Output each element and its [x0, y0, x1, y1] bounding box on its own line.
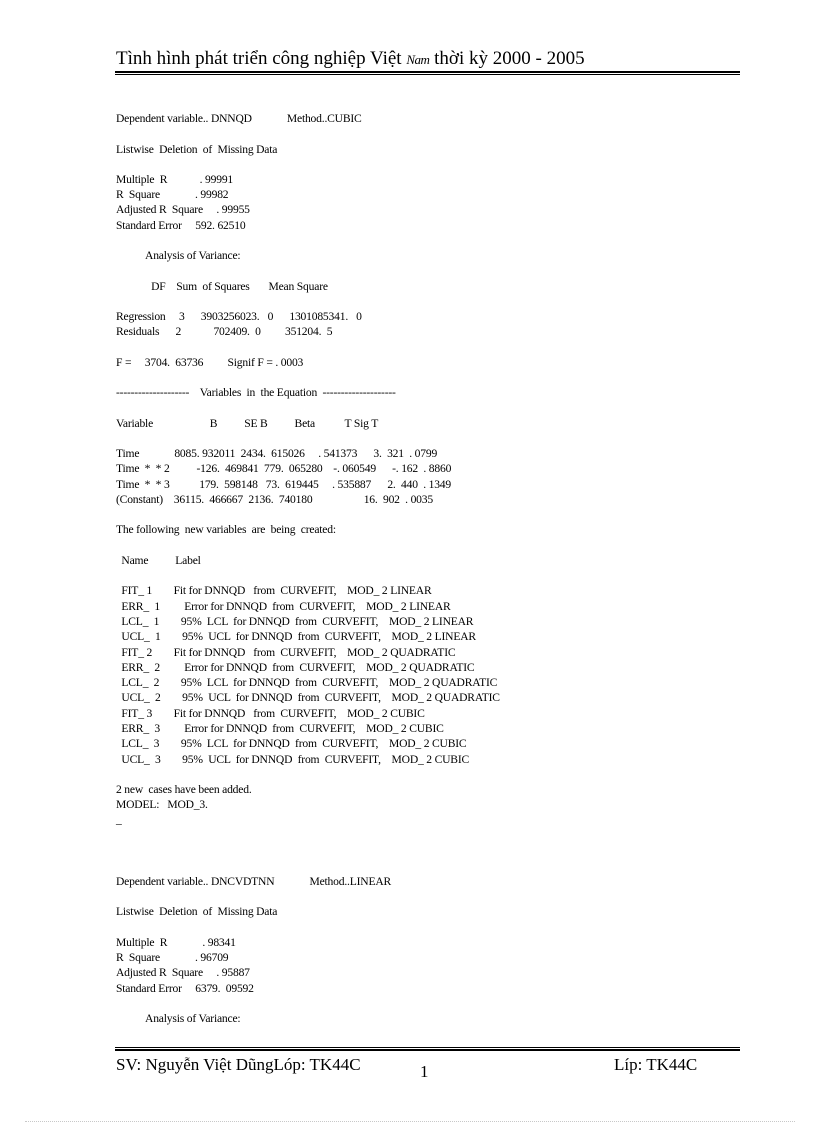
adjusted-r-square-1: Adjusted R Square . 99955	[116, 203, 250, 216]
footer-rule-thin	[115, 1047, 740, 1048]
anova-regression-row: Regression 3 3903256023. 0 1301085341. 0	[116, 310, 362, 323]
listwise-deletion-1: Listwise Deletion of Missing Data	[116, 143, 278, 156]
multiple-r-1: Multiple R . 99991	[116, 173, 234, 186]
header-title-end: thời kỳ 2000 - 2005	[429, 48, 585, 69]
multiple-r-2: Multiple R . 98341	[116, 936, 236, 949]
header-title-start: Tình hình phát triển công nghiệp Việt	[116, 48, 407, 69]
standard-error-1: Standard Error 592. 62510	[116, 219, 246, 232]
new-variable-row: FIT_ 2 Fit for DNNQD from CURVEFIT, MOD_ 2 QUADRATIC	[116, 646, 456, 659]
footer-class: Líp: TK44C	[614, 1055, 698, 1074]
header-title-nam: Nam	[406, 52, 430, 67]
r-square-2: R Square . 96709	[116, 951, 229, 964]
new-variable-row: UCL_ 3 95% UCL for DNNQD from CURVEFIT, MOD_ 2 CUBIC	[116, 753, 470, 766]
new-variable-row: LCL_ 2 95% LCL for DNNQD from CURVEFIT, MOD_ 2 QUADRATIC	[116, 676, 498, 689]
new-variable-row: ERR_ 2 Error for DNNQD from CURVEFIT, MOD_ 2 QUADRATIC	[116, 661, 475, 674]
new-variable-row: UCL_ 1 95% UCL for DNNQD from CURVEFIT, MOD_ 2 LINEAR	[116, 630, 476, 643]
dependent-variable-line-2: Dependent variable.. DNCVDTNN Method..LINEAR	[116, 875, 392, 888]
dependent-variable-line-1: Dependent variable.. DNNQD Method..CUBIC	[116, 112, 362, 125]
page-bottom-dotted-line	[25, 1121, 795, 1122]
new-variable-row: FIT_ 3 Fit for DNNQD from CURVEFIT, MOD_ 2 CUBIC	[116, 707, 425, 720]
header-rule-thin	[115, 74, 740, 75]
listwise-deletion-2: Listwise Deletion of Missing Data	[116, 905, 278, 918]
standard-error-2: Standard Error 6379. 09592	[116, 982, 254, 995]
new-variables-intro: The following new variables are being created:	[116, 523, 336, 536]
adjusted-r-square-2: Adjusted R Square . 95887	[116, 966, 250, 979]
coefficient-row: Time * * 3 179. 598148 73. 619445 . 535887 2. 440 . 1349	[116, 478, 451, 491]
dash-line: _	[116, 813, 122, 826]
anova-title-2: Analysis of Variance:	[116, 1012, 241, 1025]
r-square-1: R Square . 99982	[116, 188, 229, 201]
new-variable-row: LCL_ 3 95% LCL for DNNQD from CURVEFIT, MOD_ 2 CUBIC	[116, 737, 467, 750]
f-statistic-line: F = 3704. 63736 Signif F = . 0003	[116, 356, 304, 369]
anova-header-1: DF Sum of Squares Mean Square	[116, 280, 328, 293]
cases-added-line: 2 new cases have been added.	[116, 783, 252, 796]
coefficient-row: (Constant) 36115. 466667 2136. 740180 16. 902 . 0035	[116, 493, 433, 506]
coefficient-row: Time * * 2 -126. 469841 779. 065280 -. 060549 -. 162 . 8860	[116, 462, 452, 475]
coefficient-row: Time 8085. 932011 2434. 615026 . 541373 3. 321 . 0799	[116, 447, 438, 460]
page-header	[116, 48, 585, 70]
coefficient-header: Variable B SE B Beta T Sig T	[116, 417, 379, 430]
name-label-header: Name Label	[116, 554, 201, 567]
new-variable-row: ERR_ 1 Error for DNNQD from CURVEFIT, MOD_ 2 LINEAR	[116, 600, 451, 613]
footer-rule-thick	[115, 1049, 740, 1051]
new-variable-row: FIT_ 1 Fit for DNNQD from CURVEFIT, MOD_ 2 LINEAR	[116, 584, 432, 597]
footer-student: SV: Nguyễn Việt DũngLóp: TK44C	[116, 1055, 361, 1074]
new-variable-row: UCL_ 2 95% UCL for DNNQD from CURVEFIT, MOD_ 2 QUADRATIC	[116, 691, 500, 704]
new-variable-row: LCL_ 1 95% LCL for DNNQD from CURVEFIT, MOD_ 2 LINEAR	[116, 615, 474, 628]
anova-residuals-row: Residuals 2 702409. 0 351204. 5	[116, 325, 333, 338]
new-variable-row: ERR_ 3 Error for DNNQD from CURVEFIT, MOD_ 2 CUBIC	[116, 722, 444, 735]
header-rule-thick	[115, 71, 740, 73]
page-number: 1	[420, 1062, 429, 1081]
anova-title-1: Analysis of Variance:	[116, 249, 241, 262]
model-line: MODEL: MOD_3.	[116, 798, 208, 811]
variables-in-equation-title: -------------------- Variables in the Equation --------------------	[116, 386, 396, 399]
